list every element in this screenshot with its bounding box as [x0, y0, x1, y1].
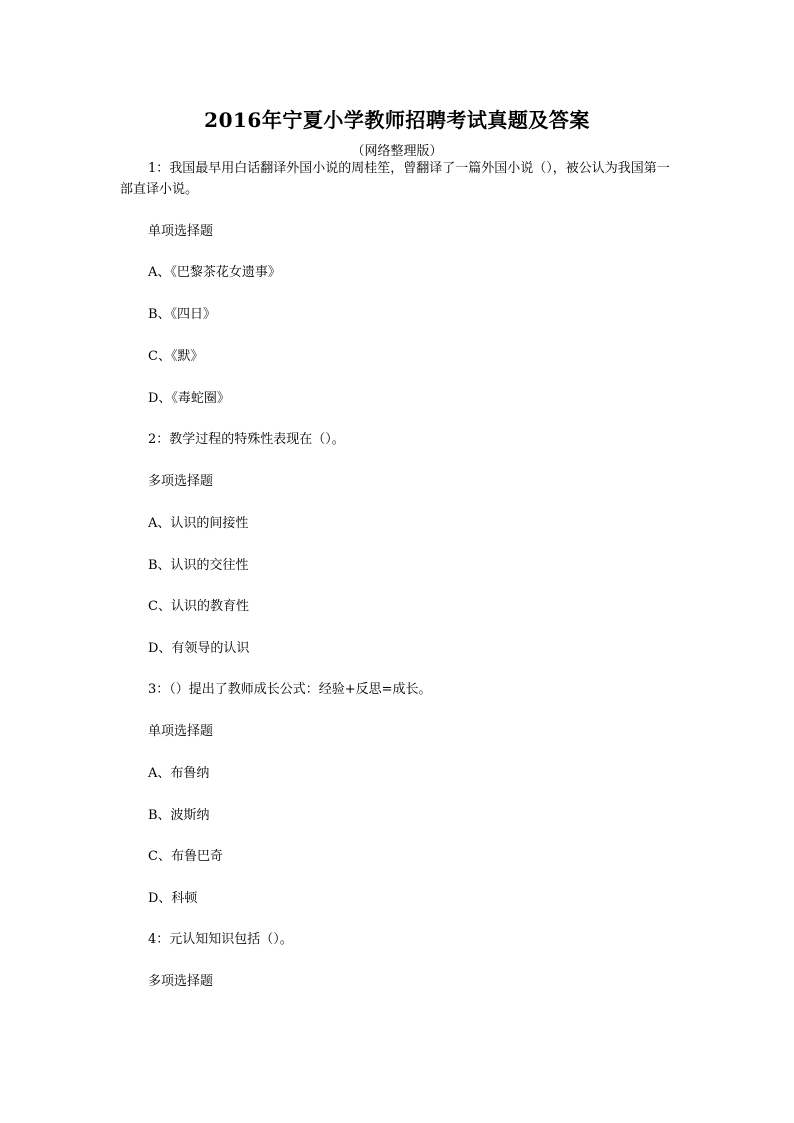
question-1-option-c: C、《默》 — [148, 349, 204, 364]
question-3-type: 单项选择题 — [148, 724, 214, 739]
question-4-stem: 4：元认知知识包括（）。 — [148, 932, 293, 947]
question-1-option-a: A、《巴黎茶花女遗事》 — [148, 265, 281, 280]
document-subtitle: （网络整理版） — [351, 144, 443, 159]
question-1-option-d: D、《毒蛇圈》 — [148, 391, 230, 406]
question-2-option-c: C、认识的教育性 — [148, 599, 249, 614]
question-1-stem: 1：我国最早用白话翻译外国小说的周桂笙，曾翻译了一篇外国小说（），被公认为我国第一部直译小说。 — [120, 161, 670, 197]
question-2-option-a: A、认识的间接性 — [148, 516, 249, 531]
question-2-type: 多项选择题 — [148, 474, 214, 489]
question-3-option-b: B、波斯纳 — [148, 808, 210, 823]
question-4-type: 多项选择题 — [148, 974, 214, 989]
question-3-option-c: C、布鲁巴奇 — [148, 849, 223, 864]
question-3-option-d: D、科顿 — [148, 891, 198, 906]
question-1-type: 单项选择题 — [148, 224, 214, 239]
question-3-option-a: A、布鲁纳 — [148, 766, 210, 781]
question-2-stem: 2：教学过程的特殊性表现在（）。 — [148, 432, 345, 447]
question-2-option-b: B、认识的交往性 — [148, 558, 249, 573]
question-2-option-d: D、有领导的认识 — [148, 641, 250, 656]
question-1-option-b: B、《四日》 — [148, 307, 217, 322]
document-title: 2016年宁夏小学教师招聘考试真题及答案 — [204, 108, 590, 132]
question-3-stem: 3：（）提出了教师成长公式：经验+反思=成长。 — [148, 682, 432, 697]
